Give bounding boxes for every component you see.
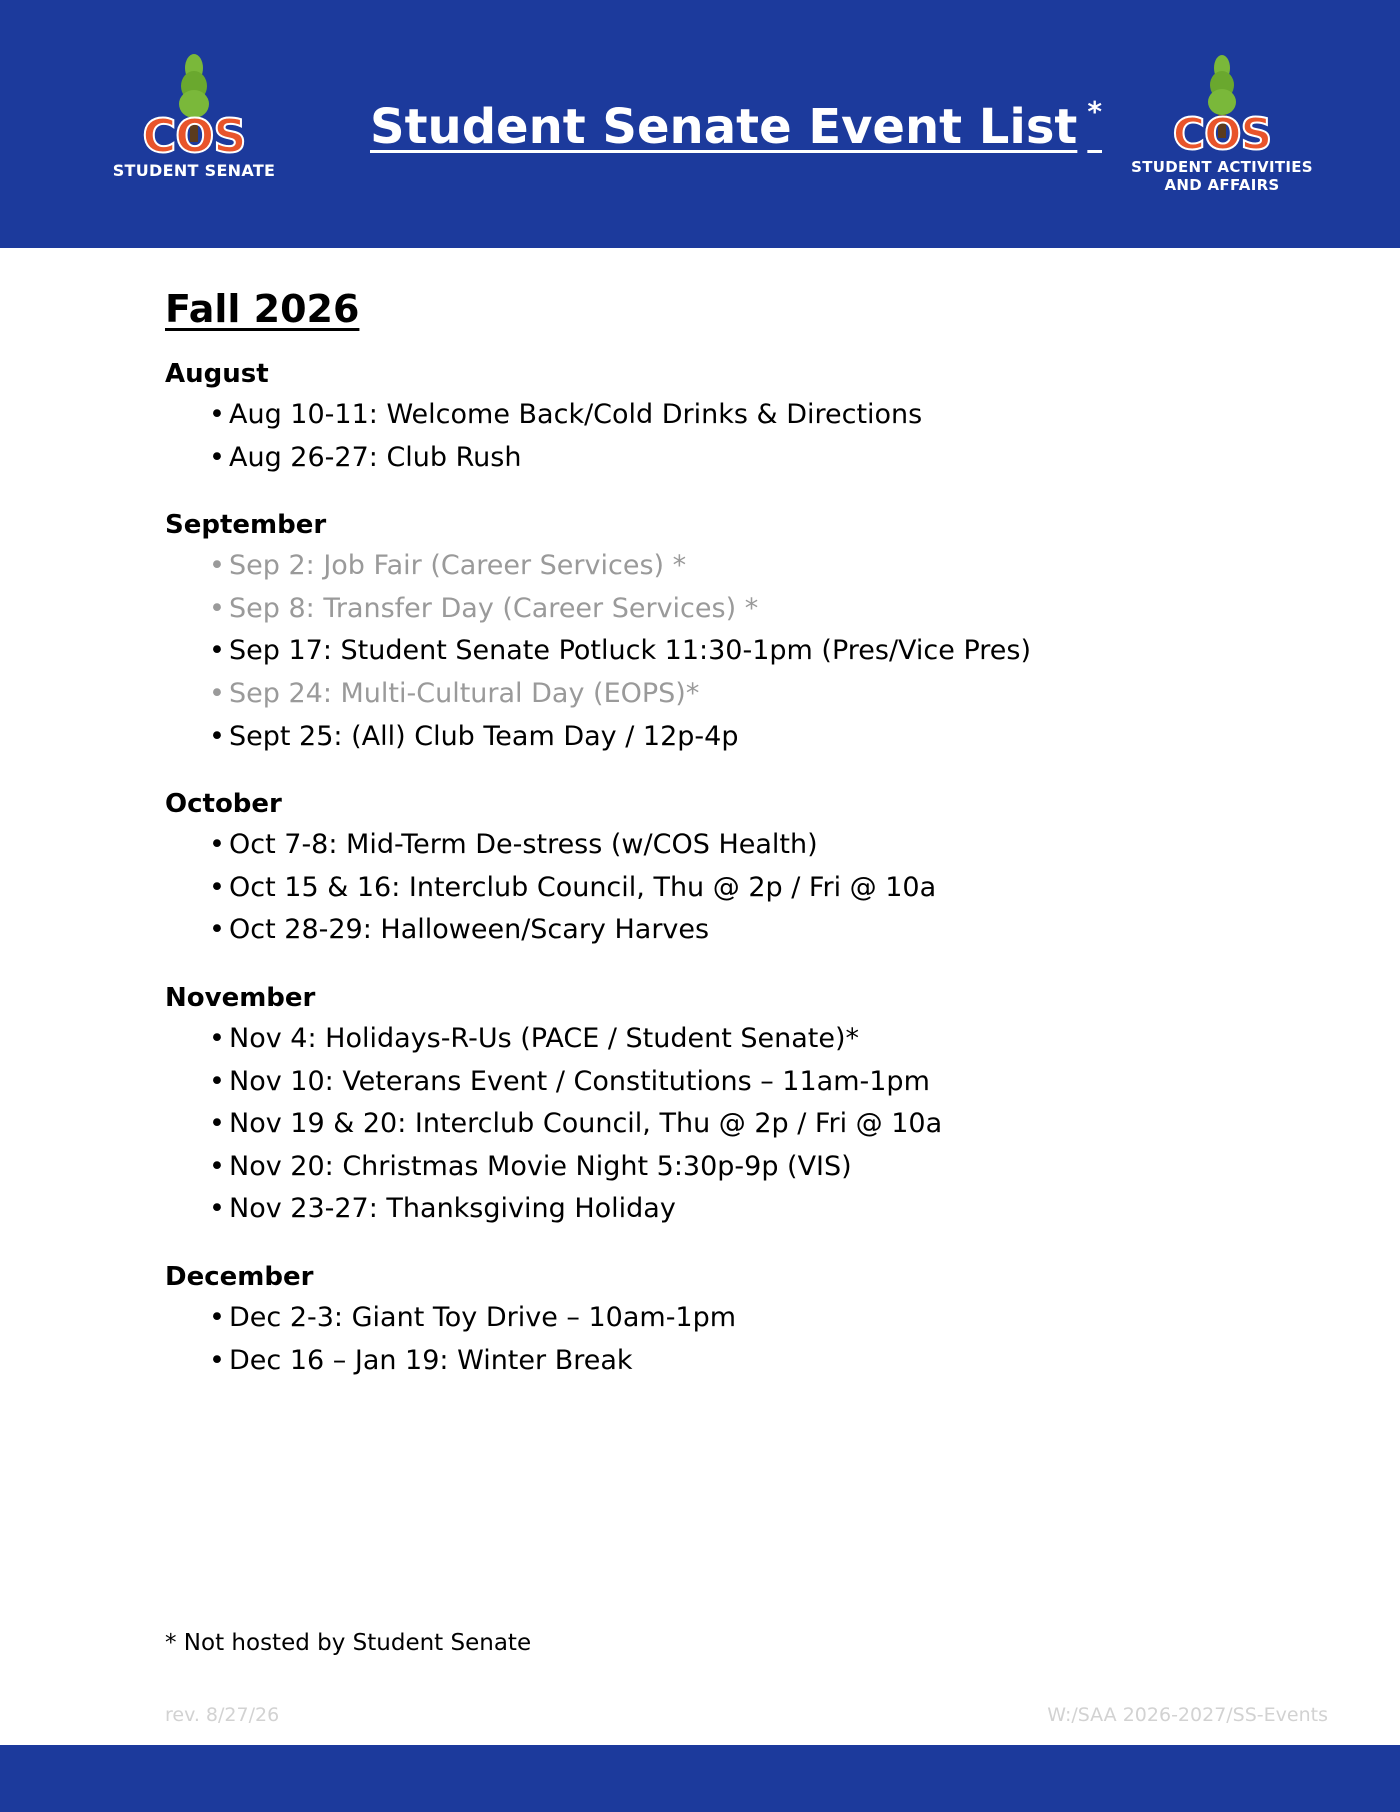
event-list xyxy=(165,1297,1265,1382)
term-heading: Fall 2026 xyxy=(165,287,360,331)
month-heading: November xyxy=(165,982,316,1013)
logo-caption-line: STUDENT ACTIVITIES xyxy=(1131,158,1313,176)
event-item: • Oct 28-29: Halloween/Scary Harves xyxy=(209,909,1265,952)
month-section xyxy=(165,354,1265,479)
page-title: Student Senate Event List * xyxy=(370,95,1102,155)
event-list xyxy=(165,545,1265,758)
event-list xyxy=(165,1018,1265,1231)
redwood-tree-icon xyxy=(1112,52,1332,158)
event-item: • Sep 8: Transfer Day (Career Services) * xyxy=(209,588,1265,631)
event-item: • Oct 7-8: Mid-Term De-stress (w/COS Health) xyxy=(209,824,1265,867)
event-item: • Aug 26-27: Club Rush xyxy=(209,437,1265,480)
logo-caption-line: AND AFFAIRS xyxy=(1164,176,1280,194)
month-section xyxy=(165,784,1265,952)
event-item: • Dec 16 – Jan 19: Winter Break xyxy=(209,1340,1265,1383)
title-asterisk: * xyxy=(1087,95,1102,128)
event-item: • Nov 19 & 20: Interclub Council, Thu @ 2p / Fri @ 10a xyxy=(209,1103,1265,1146)
event-list xyxy=(165,394,1265,479)
event-content xyxy=(165,286,1265,1408)
revision-date: rev. 8/27/26 xyxy=(165,1704,280,1726)
event-item: • Sep 2: Job Fair (Career Services) * xyxy=(209,545,1265,588)
file-path: W:/SAA 2026-2027/SS-Events xyxy=(1047,1704,1328,1726)
month-heading: August xyxy=(165,359,269,389)
event-item: • Nov 23-27: Thanksgiving Holiday xyxy=(209,1188,1265,1231)
event-item: • Dec 2-3: Giant Toy Drive – 10am-1pm xyxy=(209,1297,1265,1340)
footer-bar xyxy=(0,1745,1400,1812)
event-item: • Sep 24: Multi-Cultural Day (EOPS)* xyxy=(209,673,1265,716)
month-section xyxy=(165,978,1265,1231)
event-item: • Aug 10-11: Welcome Back/Cold Drinks & Directions xyxy=(209,394,1265,437)
month-section xyxy=(165,505,1265,758)
month-section xyxy=(165,1257,1265,1382)
cos-student-activities-logo xyxy=(1112,52,1332,202)
logo-wordmark: COS xyxy=(142,109,246,162)
cos-student-senate-logo xyxy=(84,52,304,202)
event-list xyxy=(165,824,1265,952)
event-item: • Oct 15 & 16: Interclub Council, Thu @ 2p / Fri @ 10a xyxy=(209,867,1265,910)
logo-caption: STUDENT SENATE xyxy=(112,161,276,180)
month-sections xyxy=(165,354,1265,1382)
header-banner xyxy=(0,0,1400,248)
month-heading: October xyxy=(165,789,282,820)
event-item: • Nov 20: Christmas Movie Night 5:30p-9p (VIS) xyxy=(209,1146,1265,1189)
footnote: * Not hosted by Student Senate xyxy=(165,1630,532,1656)
redwood-tree-icon xyxy=(84,52,304,162)
logo-caption xyxy=(1112,158,1332,194)
logo-wordmark: COS xyxy=(1172,109,1272,158)
event-item: • Sept 25: (All) Club Team Day / 12p-4p xyxy=(209,716,1265,759)
month-heading: September xyxy=(165,510,327,541)
event-item: • Nov 10: Veterans Event / Constitutions – 11am-1pm xyxy=(209,1061,1265,1104)
month-heading: December xyxy=(165,1261,314,1292)
event-item: • Sep 17: Student Senate Potluck 11:30-1pm (Pres/Vice Pres) xyxy=(209,630,1265,673)
event-item: • Nov 4: Holidays-R-Us (PACE / Student Senate)* xyxy=(209,1018,1265,1061)
